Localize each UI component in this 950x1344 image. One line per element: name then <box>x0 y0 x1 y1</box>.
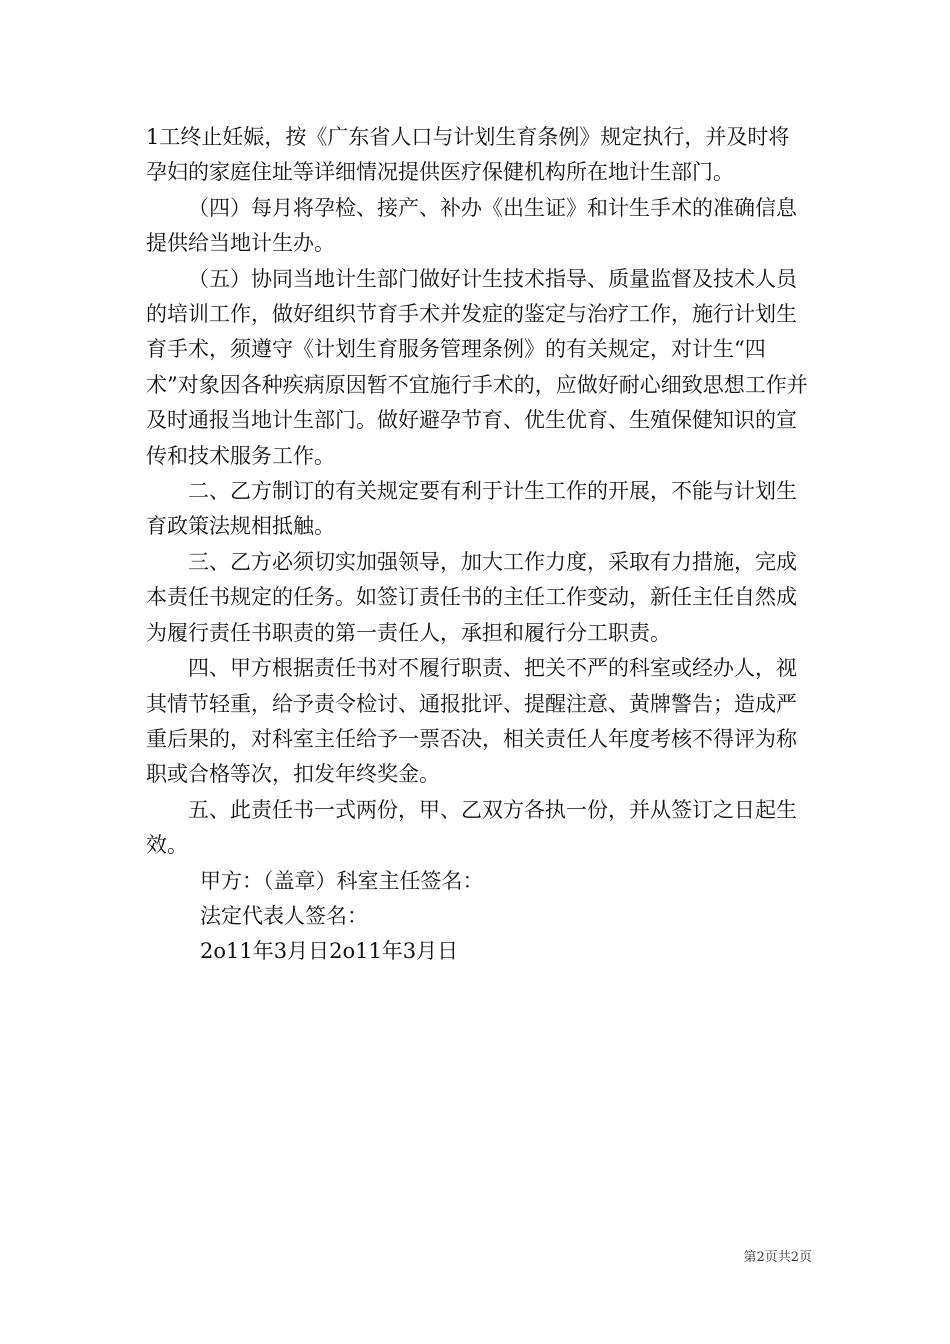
document-body <box>146 120 810 970</box>
signature-party-line: 甲方：（盖章）科室主任签名： <box>200 868 484 893</box>
paragraph-section-4: 四、甲方根据责任书对不履行职责、把关不严的科室或经办人，视其情节轻重，给予责令检讨、通报批评、提醒注意、黄牌警告；造成严重后果的，对科室主任给予一票否决，相关责任人年度考核不得评为称职或合格等次，扣发年终奖金。 <box>146 656 797 787</box>
paragraph-continuation: 1工终止妊娠，按《广东省人口与计划生育条例》规定执行，并及时将孕妇的家庭住址等详细情况提供医疗保健机构所在地计生部门。 <box>146 125 790 185</box>
paragraph-section-5: 五、此责任书一式两份，甲、乙双方各执一份，并从签订之日起生效。 <box>146 797 797 858</box>
paragraph-section-3: 三、乙方必须切实加强领导，加大工作力度，采取有力措施，完成本责任书规定的任务。如签订责任书的主任工作变动，新任主任自然成为履行责任书职责的第一责任人，承担和履行分工职责。 <box>146 549 797 645</box>
paragraph-section-2: 二、乙方制订的有关规定要有利于计生工作的开展，不能与计划生育政策法规相抵触。 <box>146 479 797 539</box>
paragraph-item-5: （五）协同当地计生部门做好计生技术指导、质量监督及技术人员的培训工作，做好组织节育手术并发症的鉴定与治疗工作，施行计划生育手术，须遵守《计划生育服务管理条例》的有关规定，对计生“四术”对象因各种疾病原因暂不宜施行手术的，应做好耐心细致思想工作并及时通报当地计生部门。做好避孕节育、优生优育、生殖保健知识的宣传和技术服务工作。 <box>146 266 808 468</box>
page-number: 第2页共2页 <box>743 1250 812 1265</box>
paragraph-item-4: （四）每月将孕检、接产、补办《出生证》和计生手术的准确信息提供给当地计生办。 <box>146 195 797 256</box>
signature-representative-line: 法定代表人签名： <box>200 903 368 928</box>
signature-date-line: 2o11年3月日2o11年3月日 <box>200 939 459 964</box>
